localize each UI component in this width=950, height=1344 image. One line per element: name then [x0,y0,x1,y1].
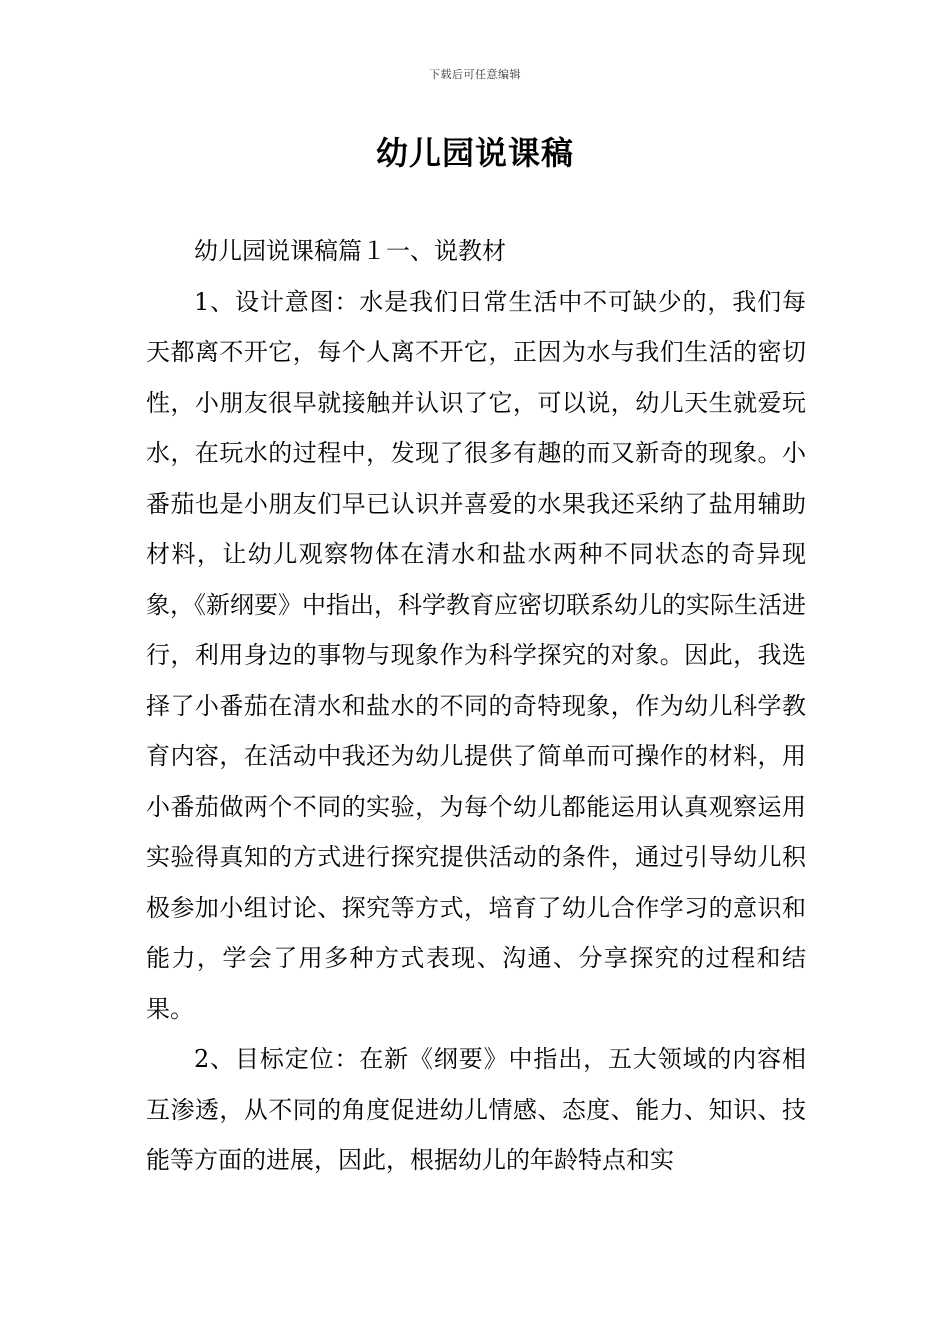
paragraph-design-intent: 1、设计意图：水是我们日常生活中不可缺少的，我们每天都离不开它，每个人离不开它，正因为水与我们生活的密切性，小朋友很早就接触并认识了它，可以说，幼儿天生就爱玩水，在玩水的过程中，发现了很多有趣的而又新奇的现象。小番茄也是小朋友们早已认识并喜爱的水果我还采纳了盐用辅助材料，让幼儿观察物体在清水和盐水两种不同状态的奇异现象，《新纲要》中指出，科学教育应密切联系幼儿的实际生活进行，利用身边的事物与现象作为科学探究的对象。因此，我选择了小番茄在清水和盐水的不同的奇特现象，作为幼儿科学教育内容，在活动中我还为幼儿提供了简单而可操作的材料，用小番茄做两个不同的实验，为每个幼儿都能运用认真观察运用实验得真知的方式进行探究提供活动的条件，通过引导幼儿积极参加小组讨论、探究等方式，培育了幼儿合作学习的意识和能力，学会了用多种方式表现、沟通、分享探究的过程和结果。 [146,287,806,1023]
document-title: 幼儿园说课稿 [375,134,574,172]
paragraph-section-heading: 幼儿园说课稿篇１一、说教材 [194,237,506,265]
paragraph-goal-positioning: 2、目标定位：在新《纲要》中指出，五大领域的内容相互渗透，从不同的角度促进幼儿情感、态度、能力、知识、技能等方面的进展，因此，根据幼儿的年龄特点和实 [146,1045,806,1174]
document-body [146,226,806,1186]
header-note: 下载后可任意编辑 [429,68,521,81]
